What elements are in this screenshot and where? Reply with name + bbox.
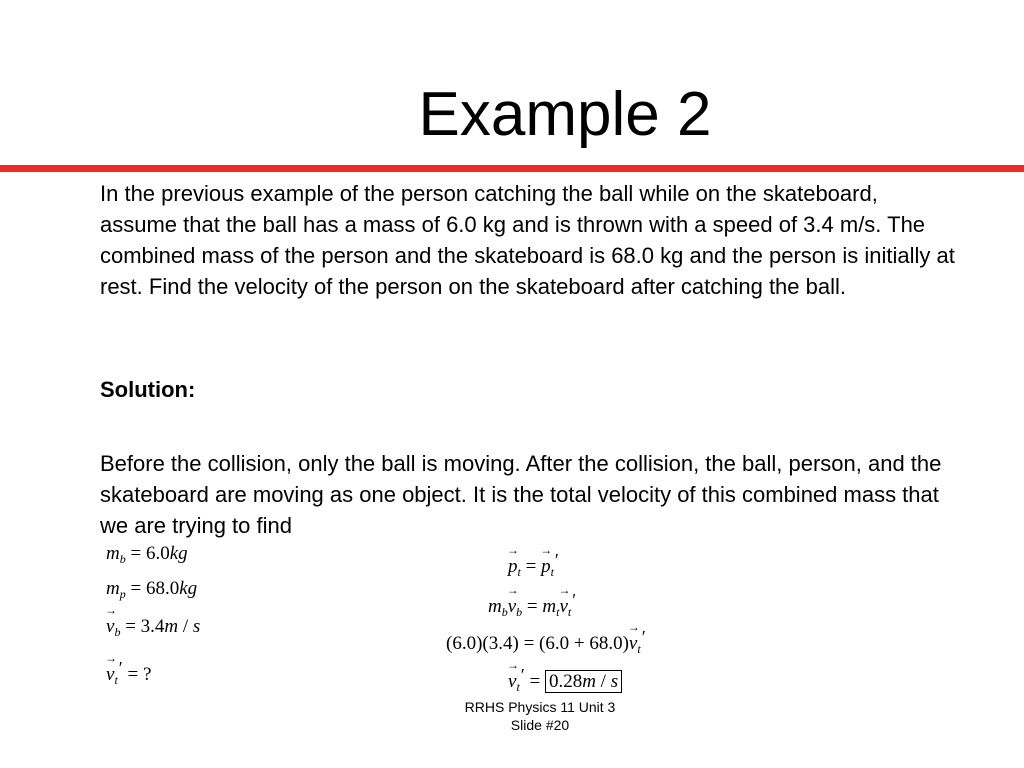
problem-statement: In the previous example of the person catching the ball while on the skateboard, assume that the ball has a mass of 6.0 kg and is thrown with a speed of 3.4 m/s. The combined mass of the person and the skateboard is 68.0 kg and the person is initially at rest. Find the velocity of the person on the skateboard after catching the ball. — [100, 181, 955, 299]
answer-equation: → $v_t' = 0.28m / s$ — [508, 665, 622, 695]
solution-explanation: Before the collision, only the ball is moving. After the collision, the ball, person, and the skateboard are moving as one object. It is the total velocity of this combined mass that we are trying to find — [100, 451, 942, 538]
final-velocity-unknown: ? — [142, 664, 152, 685]
ball-velocity-value: 3.4 — [140, 616, 165, 637]
given-final-velocity: → $v_t'$ = ? — [106, 658, 151, 688]
person-mass-unit: kg — [179, 578, 198, 599]
footer-course: RRHS Physics 11 Unit 3 — [464, 699, 616, 715]
ball-mass-unit: kg — [169, 543, 188, 564]
given-ball-velocity: → $v_b = 3.4m / s$ — [106, 616, 200, 640]
answer-unit-s: s — [610, 671, 619, 692]
ball-velocity-unit-m: m — [164, 616, 179, 637]
person-mass-value: 68.0 — [145, 578, 180, 599]
substituted-rhs: (6.0 + 68.0) — [539, 633, 629, 654]
answer-box: 0.28m / s — [545, 670, 622, 693]
ball-velocity-unit-s: s — [192, 616, 201, 637]
ball-mass-value: 6.0 — [145, 543, 170, 564]
answer-unit-m: m — [582, 671, 596, 692]
given-person-mass: $m_p = 68.0kg$ — [106, 578, 198, 601]
solution-heading: Solution: — [100, 377, 196, 402]
title-divider — [0, 165, 1024, 172]
substituted-lhs: (6.0)(3.4) — [446, 633, 519, 654]
substituted-equation: $(6.0)(3.4) = (6.0 + 68.0)\to v_t'$ — [446, 627, 646, 657]
slide-title: Example 2 — [418, 80, 712, 149]
given-ball-mass: $m_b = 6.0kg$ — [106, 543, 188, 566]
answer-value: 0.28 — [548, 671, 583, 692]
momentum-conservation-equation: → $p_t$ = → $p_t'$ — [508, 550, 559, 580]
footer-slide-number: Slide #20 — [510, 717, 570, 733]
momentum-expanded-equation: $m_b\to v_b = m_t\to v_t'$ — [488, 590, 576, 620]
